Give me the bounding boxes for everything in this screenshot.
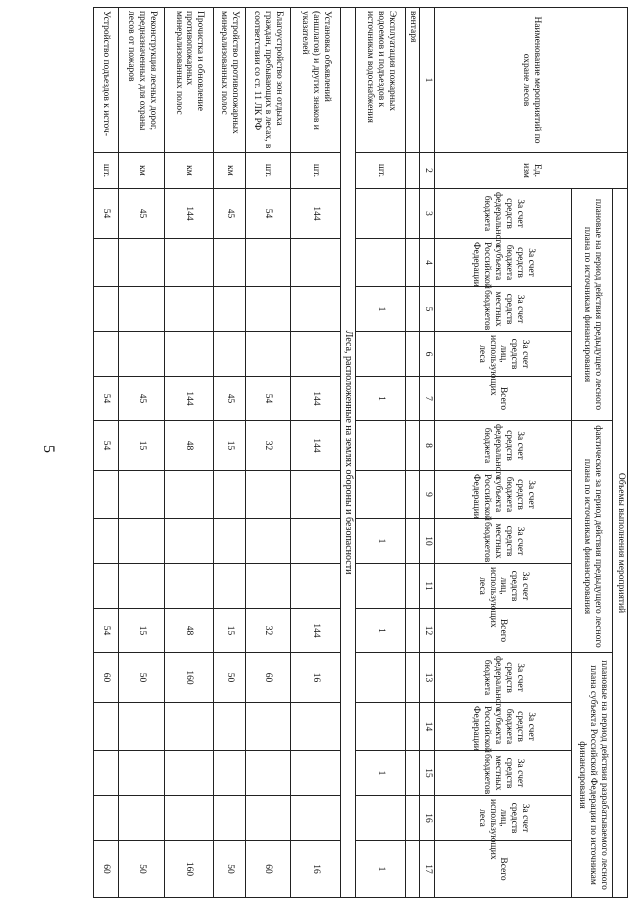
row-value-c3: 54 (94, 189, 119, 239)
col-number: 9 (420, 471, 435, 519)
header-src-local: За счет средств местных бюджетов (434, 751, 571, 796)
row-name: Устройство подъездов к источ- (94, 8, 119, 153)
row-value-c6 (214, 332, 245, 377)
row-value-c17: 50 (214, 841, 245, 898)
row-value-c16 (356, 796, 406, 841)
row-value-c14 (94, 703, 119, 751)
header-src-local: За счет средств местных бюджетов (434, 287, 571, 332)
row-value-c5 (291, 287, 341, 332)
section-title: Леса, расположенные на землях обороны и безопасности (341, 8, 356, 898)
row-value-c5 (405, 287, 420, 332)
header-src-regional: За счет средств бюджета субъекта Российской Федерации (434, 703, 571, 751)
row-value-c10 (214, 519, 245, 564)
row-value-c7: 144 (291, 377, 341, 421)
row-value-c12: 1 (356, 609, 406, 653)
header-src-total: Всего (434, 377, 571, 421)
table-row (164, 8, 214, 898)
col-number: 10 (420, 519, 435, 564)
row-value-c17: 60 (94, 841, 119, 898)
row-value-c15 (405, 751, 420, 796)
row-value-c8: 15 (118, 421, 164, 471)
row-value-c5: 1 (356, 287, 406, 332)
row-value-c14 (214, 703, 245, 751)
col-number: 15 (420, 751, 435, 796)
table-row (405, 8, 420, 898)
col-number: 17 (420, 841, 435, 898)
row-value-c15 (214, 751, 245, 796)
row-value-c12: 144 (291, 609, 341, 653)
row-value-c15 (291, 751, 341, 796)
row-unit: км (164, 153, 214, 189)
row-value-c6 (164, 332, 214, 377)
header-src-users: За счет средств лиц, использующих леса (434, 796, 571, 841)
row-value-c4 (356, 239, 406, 287)
row-value-c17 (405, 841, 420, 898)
row-value-c16 (94, 796, 119, 841)
row-value-c4 (94, 239, 119, 287)
row-value-c7: 1 (356, 377, 406, 421)
header-src-total: Всего (434, 841, 571, 898)
row-value-c7: 144 (164, 377, 214, 421)
row-value-c6 (291, 332, 341, 377)
row-value-c11 (356, 564, 406, 609)
table-row (245, 8, 291, 898)
measures-table (93, 7, 628, 898)
row-unit: шт. (245, 153, 291, 189)
row-value-c9 (245, 471, 291, 519)
col-number: 5 (420, 287, 435, 332)
header-src-regional: За счет средств бюджета субъекта Российской Федерации (434, 471, 571, 519)
row-value-c10 (94, 519, 119, 564)
header-src-users: За счет средств лиц, использующих леса (434, 332, 571, 377)
row-value-c11 (405, 564, 420, 609)
row-value-c4 (214, 239, 245, 287)
row-value-c15 (164, 751, 214, 796)
header-group-planned-prev: плановые на период действия предыдущего лесного плана по источникам финансирования (571, 189, 613, 421)
row-unit: шт. (291, 153, 341, 189)
row-value-c9 (356, 471, 406, 519)
row-value-c11 (214, 564, 245, 609)
row-unit: км (214, 153, 245, 189)
row-value-c10 (118, 519, 164, 564)
col-number: 11 (420, 564, 435, 609)
row-value-c13: 60 (245, 653, 291, 703)
row-unit: шт. (94, 153, 119, 189)
row-value-c12 (405, 609, 420, 653)
row-value-c8: 48 (164, 421, 214, 471)
row-value-c7: 54 (245, 377, 291, 421)
row-value-c8: 32 (245, 421, 291, 471)
row-value-c10: 1 (356, 519, 406, 564)
col-number: 1 (420, 8, 435, 153)
row-name: Эксплуатация пожарных водоемов и подъездов к источникам водоснабжения (356, 8, 406, 153)
row-value-c9 (118, 471, 164, 519)
col-number: 7 (420, 377, 435, 421)
row-value-c14 (291, 703, 341, 751)
row-value-c16 (291, 796, 341, 841)
row-value-c11 (118, 564, 164, 609)
row-value-c13: 50 (118, 653, 164, 703)
row-value-c13: 50 (214, 653, 245, 703)
row-value-c11 (94, 564, 119, 609)
row-value-c9 (214, 471, 245, 519)
row-value-c8: 54 (94, 421, 119, 471)
row-value-c14 (118, 703, 164, 751)
row-value-c3: 45 (118, 189, 164, 239)
row-value-c3 (356, 189, 406, 239)
row-value-c17: 160 (164, 841, 214, 898)
row-value-c6 (405, 332, 420, 377)
row-name: Прочистка и обновление противопожарных минерализованных полос (164, 8, 214, 153)
row-value-c14 (405, 703, 420, 751)
table-row (356, 8, 406, 898)
row-value-c8: 144 (291, 421, 341, 471)
header-volumes: Объемы выполнения мероприятий (613, 189, 628, 898)
header-unit: Ед. изм (434, 153, 627, 189)
col-number: 13 (420, 653, 435, 703)
row-value-c14 (245, 703, 291, 751)
page-number: 5 (40, 445, 57, 453)
row-value-c6 (245, 332, 291, 377)
row-name: Установка объявлений (аншлагов) и других знаков и указателей (291, 8, 341, 153)
row-value-c5 (164, 287, 214, 332)
row-value-c9 (94, 471, 119, 519)
row-value-c14 (356, 703, 406, 751)
row-value-c4 (118, 239, 164, 287)
row-value-c12: 15 (118, 609, 164, 653)
table-row (94, 8, 119, 898)
header-group-actual-prev: фактические за период действия предыдущего лесного плана по источникам финансирования (571, 421, 613, 653)
row-value-c16 (214, 796, 245, 841)
row-value-c9 (291, 471, 341, 519)
row-value-c4 (291, 239, 341, 287)
row-value-c16 (405, 796, 420, 841)
row-value-c7 (405, 377, 420, 421)
header-group-planned-new: плановые на период действия разрабатываемого лесного плана субъекта Российской Федерации по источникам финансирования (571, 653, 613, 898)
row-value-c16 (118, 796, 164, 841)
row-value-c12: 54 (94, 609, 119, 653)
row-value-c12: 15 (214, 609, 245, 653)
row-unit: км (118, 153, 164, 189)
row-value-c7: 54 (94, 377, 119, 421)
row-value-c3: 45 (214, 189, 245, 239)
row-name: вентаря (405, 8, 420, 153)
row-value-c13: 16 (291, 653, 341, 703)
row-value-c10 (405, 519, 420, 564)
row-value-c17: 50 (118, 841, 164, 898)
row-value-c16 (164, 796, 214, 841)
row-value-c15 (94, 751, 119, 796)
table-row (291, 8, 341, 898)
row-value-c10 (291, 519, 341, 564)
row-value-c14 (164, 703, 214, 751)
header-src-users: За счет средств лиц, использующих леса (434, 564, 571, 609)
col-number: 4 (420, 239, 435, 287)
row-value-c13: 160 (164, 653, 214, 703)
row-value-c5 (245, 287, 291, 332)
row-value-c3: 144 (291, 189, 341, 239)
row-value-c17: 1 (356, 841, 406, 898)
row-value-c10 (245, 519, 291, 564)
row-value-c6 (356, 332, 406, 377)
header-src-federal: За счет средств федерального бюджета (434, 421, 571, 471)
row-value-c7: 45 (118, 377, 164, 421)
row-value-c9 (405, 471, 420, 519)
row-value-c17: 60 (245, 841, 291, 898)
row-value-c5 (118, 287, 164, 332)
header-src-federal: За счет средств федерального бюджета (434, 189, 571, 239)
row-value-c16 (245, 796, 291, 841)
header-name: Наименование мероприятий по охране лесов (434, 8, 627, 153)
col-number: 14 (420, 703, 435, 751)
header-src-total: Всего (434, 609, 571, 653)
row-value-c8 (356, 421, 406, 471)
row-value-c11 (164, 564, 214, 609)
row-value-c10 (164, 519, 214, 564)
header-src-local: За счет средств местных бюджетов (434, 519, 571, 564)
row-value-c9 (164, 471, 214, 519)
row-value-c7: 45 (214, 377, 245, 421)
row-value-c8: 15 (214, 421, 245, 471)
row-value-c3: 54 (245, 189, 291, 239)
col-number: 12 (420, 609, 435, 653)
col-number: 16 (420, 796, 435, 841)
row-unit (405, 153, 420, 189)
table-row (214, 8, 245, 898)
row-value-c15 (245, 751, 291, 796)
header-src-regional: За счет средств бюджета субъекта Российской Федерации (434, 239, 571, 287)
row-unit: шт. (356, 153, 406, 189)
row-name: Благоустройство зон отдыха граждан, пребывающих в лесах, в соответствии со ст. 11 ЛК РФ (245, 8, 291, 153)
row-value-c6 (118, 332, 164, 377)
col-number: 3 (420, 189, 435, 239)
row-value-c3: 144 (164, 189, 214, 239)
row-value-c4 (164, 239, 214, 287)
row-value-c11 (245, 564, 291, 609)
row-value-c12: 48 (164, 609, 214, 653)
row-value-c17: 16 (291, 841, 341, 898)
table-row (118, 8, 164, 898)
row-value-c11 (291, 564, 341, 609)
row-name: Реконструкция лесных дорог, предназначенных для охраны лесов от пожаров (118, 8, 164, 153)
row-value-c4 (405, 239, 420, 287)
col-number: 8 (420, 421, 435, 471)
row-value-c4 (245, 239, 291, 287)
col-number: 2 (420, 153, 435, 189)
header-src-federal: За счет средств федерального бюджета (434, 653, 571, 703)
row-value-c13 (356, 653, 406, 703)
row-value-c13 (405, 653, 420, 703)
row-value-c12: 32 (245, 609, 291, 653)
row-value-c5 (214, 287, 245, 332)
row-value-c8 (405, 421, 420, 471)
col-number: 6 (420, 332, 435, 377)
row-value-c15 (118, 751, 164, 796)
row-value-c6 (94, 332, 119, 377)
row-value-c13: 60 (94, 653, 119, 703)
row-value-c3 (405, 189, 420, 239)
row-value-c15: 1 (356, 751, 406, 796)
row-value-c5 (94, 287, 119, 332)
row-name: Устройство противопожарных минерализованных полос (214, 8, 245, 153)
rotated-document (93, 7, 628, 897)
